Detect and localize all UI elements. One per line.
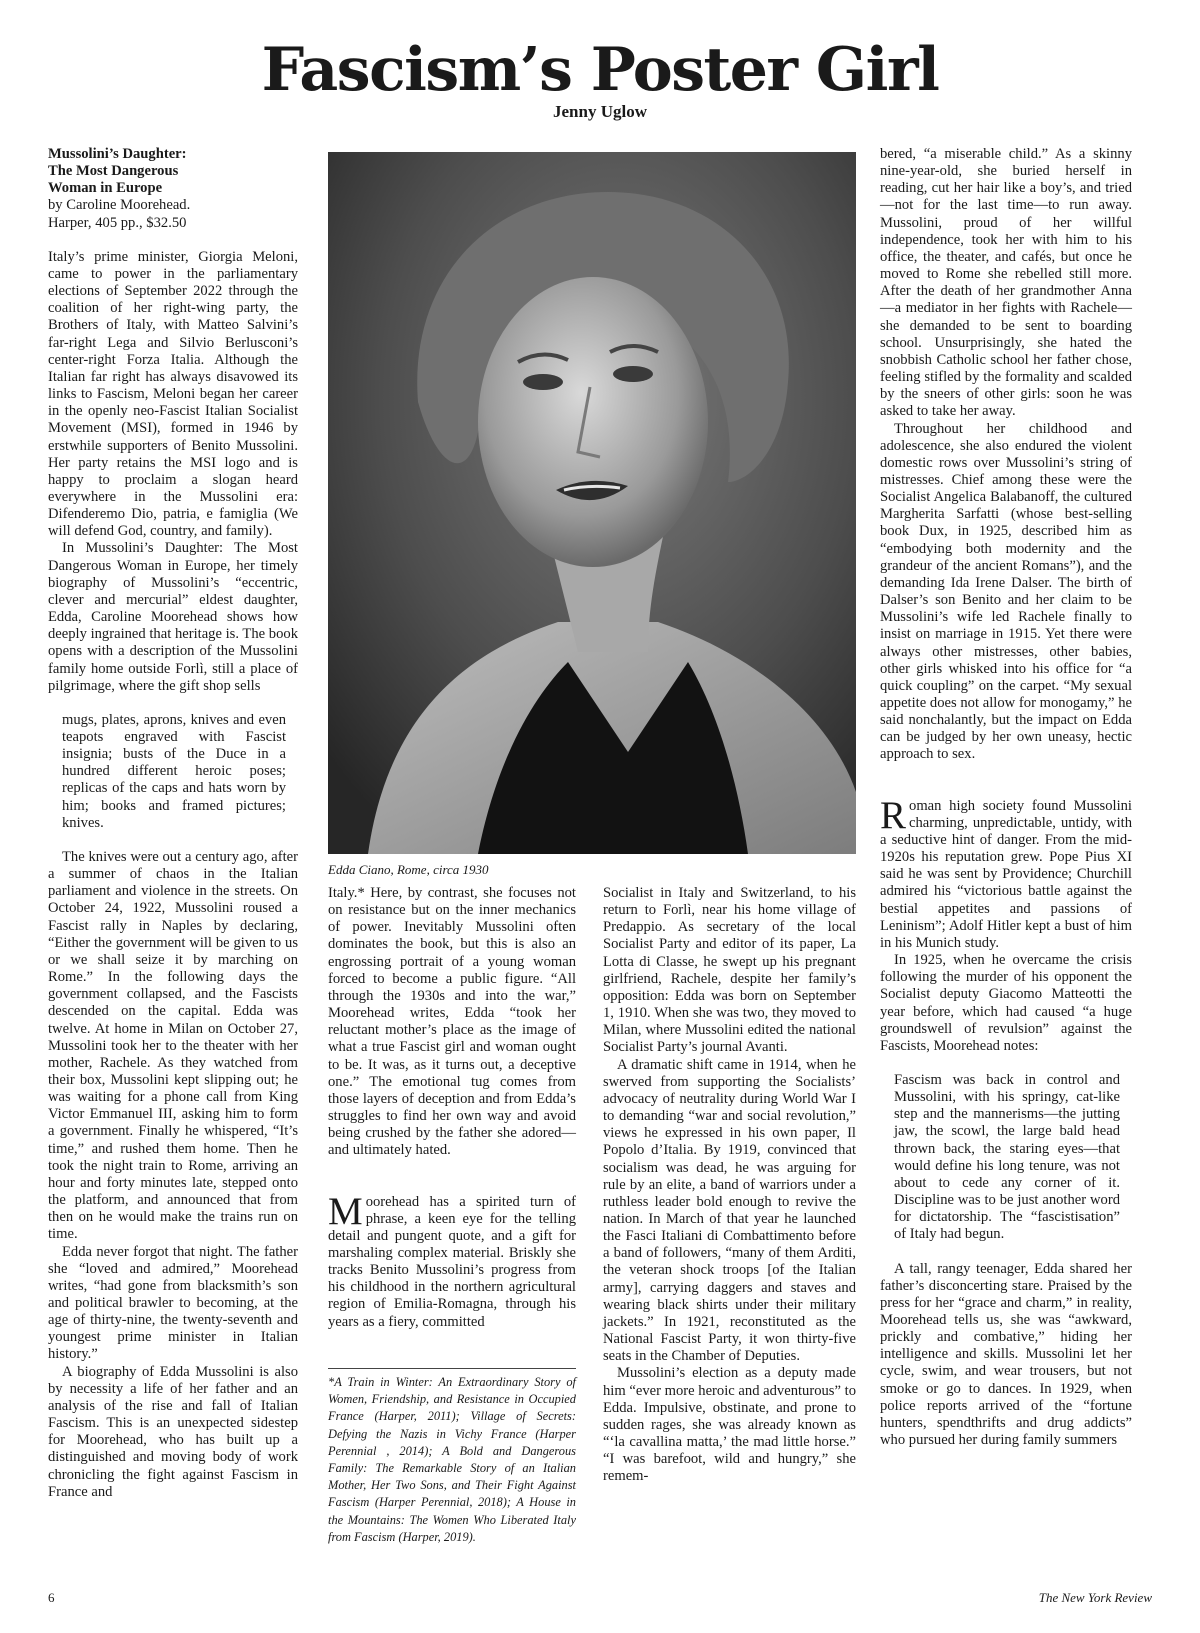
paragraph: Socialist in Italy and Switzerland, to his return to Forlì, near his home village of Predappio. As secretary of the local Socialist Party and editor of its paper, La Lotta di Classe, he swept up his pregnant girlfriend, Rachele, despite her family’s opposition: Edda was born on September 1, 1910. When she was two, they moved to Milan, where Mussolini edited the national Socialist Party’s journal Avanti. bbox=[603, 885, 856, 1056]
paragraph bbox=[880, 793, 1132, 952]
paragraph-text: oman high society found Mussolini charming, unpredictable, untidy, with a seductive hint of danger. From the mid-1920s his reputation grew. Pope Pius XI said he was sent by Providence; Churchill admired his “victorious battle against the bestial appetites and passions of Leninism”; Adolf Hitler kept a bust of him in his Munich study. bbox=[880, 797, 1132, 951]
paragraph: A biography of Edda Mussolini is also by necessity a life of her father and an analysis of the rise and fall of Italian Fascism. This is an unexpected sidestep for Moorehead, who has built up a distinguished and moving body of work chronicling the fight against Fascism in France and bbox=[48, 1363, 298, 1500]
paragraph: Throughout her childhood and adolescence, she also endured the violent domestic rows over Mussolini’s string of mistresses. Chief among these were the Socialist Angelica Balabanoff, the cultured Margherita Sarfatti (whose best-selling book Dux, in 1925, described him as “embodying both modernity and the grandeur of the ancient Romans”), and the demanding Ida Irene Dalser. The birth of Dalser’s son Benito and her claim to be Mussolini’s wife led Rachele finally to insist on marriage in 1915. Yet there were always other mistresses, other babies, other girls whisked into his office for “a quick coupling” on the carpet. “My sexual appetite does not allow for monogamy,” he said nonchalantly, but the impact on Edda can be judged by her own uneasy, hectic approach to sex. bbox=[880, 420, 1132, 763]
portrait-photo bbox=[328, 152, 856, 854]
article-title: Fascism’s Poster Girl bbox=[261, 35, 939, 105]
column-2 bbox=[328, 885, 576, 1331]
photo-caption: Edda Ciano, Rome, circa 1930 bbox=[328, 862, 489, 877]
footnote bbox=[328, 1374, 576, 1546]
footnote-text: *A Train in Winter: An Extraordinary Story of Women, Friendship, and Resistance in Occupied France (Harper, 2011); Village of Secrets: Defying the Nazis in Vichy France (Harper Perennial , 2014); A Bold and Dangerous Family: The Remarkable Story of an Italian Mother, Her Two Sons, and Their Fight Against Fascism (Harper Perennial, 2018); A House in the Mountains: The Women Who Liberated Italy from Fascism (Harper, 2019). bbox=[328, 1375, 576, 1544]
book-info bbox=[48, 146, 298, 232]
column-4 bbox=[880, 146, 1132, 1449]
footnote-rule bbox=[328, 1368, 576, 1369]
drop-cap: R bbox=[880, 793, 907, 837]
column-3 bbox=[603, 885, 856, 1485]
paragraph: bered, “a miserable child.” As a skinny nine-year-old, she buried herself in reading, cut her hair like a boy’s, and tried—not for the last time—to run away. Mussolini, proud of her willful independence, took her with him to his office, the theater, and cafés, but once he moved to Rome she rebelled still more. After the death of her grandmother Anna—a mediator in her fights with Rachele—she demanded to be sent to boarding school. Unsurprisingly, she hated the snobbish Catholic school her father chose, feeling stifled by the formality and scalded by the sneers of other girls: soon he was asked to take her away. bbox=[880, 146, 1132, 420]
book-publisher: Harper, 405 pp., $32.50 bbox=[48, 214, 187, 231]
drop-cap: M bbox=[328, 1189, 363, 1233]
author-byline: Jenny Uglow bbox=[553, 102, 647, 121]
book-author: by Caroline Moorehead. bbox=[48, 197, 191, 214]
block-quote: mugs, plates, aprons, knives and even teapots engraved with Fascist insignia; busts of the Duce in a hundred different heroic poses; replicas of the caps and hats worn by him; books and framed pictures; knives. bbox=[62, 711, 286, 831]
book-title-line: Mussolini’s Daughter: bbox=[48, 146, 187, 162]
paragraph: Edda never forgot that night. The father she “loved and admired,” Moorehead writes, “had gone from blacksmith’s son and political brawler to becoming, at the age of thirty-nine, the twenty-seventh and youngest prime minister in Italian history.” bbox=[48, 1243, 298, 1363]
block-quote: Fascism was back in control and Mussolini, with his springy, cat-like step and the mannerisms—the jutting jaw, the scowl, the large bald head thrown back, the staring eyes—that would define his long tenure, was not about to cede any corner of it. Discipline was to be just another word for dictatorship. The “fascistisation” of Italy had begun. bbox=[894, 1071, 1120, 1243]
portrait-image bbox=[328, 152, 856, 854]
book-title-line: The Most Dangerous bbox=[48, 163, 179, 180]
paragraph: In Mussolini’s Daughter: The Most Dangerous Woman in Europe, her timely biography of Mussolini’s “eccentric, clever and mercurial” eldest daughter, Edda, Caroline Moorehead shows how deeply ingrained that heritage is. The book opens with a description of the Mussolini family home outside Forlì, still a place of pilgrimage, where the gift shop sells bbox=[48, 540, 298, 694]
paragraph: Italy’s prime minister, Giorgia Meloni, came to power in the parliamentary elections of September 2022 through the coalition of her right-wing party, the Brothers of Italy, with Matteo Salvini’s far-right Lega and Silvio Berlusconi’s center-right Forza Italia. Although the Italian far right has always disavowed its links to Fascism, Meloni began her career in the openly neo-Fascist Italian Socialist Movement (MSI), formed in 1946 by erstwhile supporters of Benito Mussolini. Her party retains the MSI logo and is happy to proclaim a slogan heard everywhere in the Mussolini era: Difenderemo Dio, patria, e famiglia (We will defend God, country, and family). bbox=[48, 248, 298, 540]
column-1 bbox=[48, 146, 298, 1501]
publication-name: The New York Review bbox=[1038, 1590, 1152, 1605]
paragraph: Italy.* Here, by contrast, she focuses not on resistance but on the inner mechanics of power. Inevitably Mussolini often dominates the book, but this is also an engrossing portrait of a young woman forced to become a public figure. “All through the 1930s and into the war,” Moorehead writes, Edda “took her reluctant mother’s place as the image of what a true Fascist girl and woman ought to be. It was, as it turns out, a deceptive one.” The emotional tug comes from those layers of deception and from Edda’s struggles to find her own way and avoid being crushed by the father she adored—and ultimately hated. bbox=[328, 885, 576, 1159]
book-title-line: Woman in Europe bbox=[48, 180, 163, 197]
paragraph-text: oorehead has a spirited turn of phrase, a keen eye for the telling detail and pungent quote, and a gift for marshaling complex material. Briskly she tracks Benito Mussolini’s progress from his childhood in the northern agricultural region of Emilia-Romagna, through his years as a fiery, committed bbox=[328, 1193, 576, 1330]
paragraph: A dramatic shift came in 1914, when he swerved from supporting the Socialists’ advocacy of neutrality during World War I to demanding “war and social revolution,” views he expressed in his own paper, Il Popolo d’Italia. By 1919, convinced that socialism was dead, he was arguing for rule by an elite, a band of warriors under a ruthless leader bold enough to revive the nation. In March of that year he launched the Fasci Italiani di Combattimento before a band of followers, “many of them Arditi, the veteran shock troops [of the Italian army], carrying daggers and staves and wearing black shirts under their military jackets.” In 1921, reconstituted as the National Fascist Party, it won thirty-five seats in the Chamber of Deputies. bbox=[603, 1056, 856, 1365]
paragraph: In 1925, when he overcame the crisis following the murder of his opponent the Socialist deputy Giacomo Matteotti the year before, which had caused “a huge groundswell of revulsion” against the Fascists, Moorehead notes: bbox=[880, 952, 1132, 1054]
page-number: 6 bbox=[48, 1590, 55, 1605]
paragraph: A tall, rangy teenager, Edda shared her father’s disconcerting stare. Praised by the press for her “grace and charm,” in reality, Moorehead tells us, she was “awkward, prickly and combative,” hiding her intelligence and skills. Mussolini let her cycle, swim, and wear trousers, but not smoke or go to dances. In 1929, when police reports arrived of the “fortune hunters, spendthrifts and drug addicts” who pursued her during family summers bbox=[880, 1260, 1132, 1449]
paragraph: The knives were out a century ago, after a summer of chaos in the Italian parliament and violence in the streets. On October 24, 1922, Mussolini roused a Fascist rally in Naples by declaring, “Either the government will be given to us or we shall seize it by marching on Rome.” In the following days the government collapsed, and the Fascists descended on the capital. Edda was twelve. At home in Milan on October 27, Mussolini took her to the theater with her mother, Rachele. As they watched from their box, Mussolini kept slipping out; he was waiting for a phone call from King Victor Emmanuel III, asking him to form a government. Finally he whispered, “It’s time,” and rushed them home. Then he took the night train to Rome, arriving an hour and forty minutes late, stepped onto the platform, and announced that from then on he would make the trains run on time. bbox=[48, 848, 298, 1243]
paragraph: Mussolini’s election as a deputy made him “ever more heroic and adventurous” to Edda. Impulsive, obstinate, and prone to sudden rages, she was already known as “‘la cavallina matta,’ the mad little horse.” “I was barefoot, wild and hungry,” she remem- bbox=[603, 1365, 856, 1485]
paragraph bbox=[328, 1189, 576, 1331]
